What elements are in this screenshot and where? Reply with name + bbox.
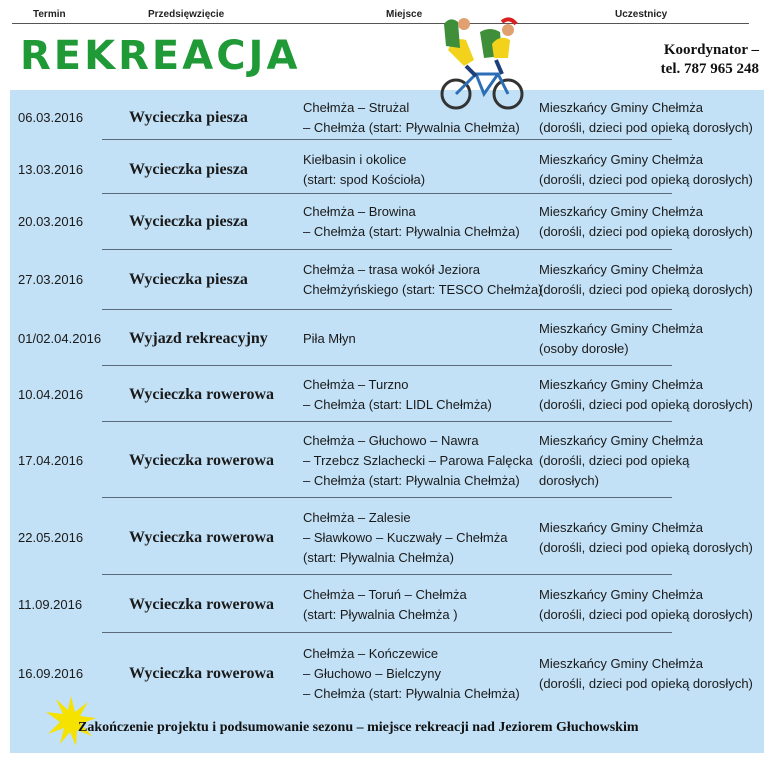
row-participants: [539, 319, 703, 359]
row-participants-line: Mieszkańcy Gminy Chełmża: [539, 204, 703, 219]
row-participants: [539, 150, 753, 190]
row-place-line: (start: Pływalnia Chełmża ): [303, 607, 458, 622]
row-participants-line: dorosłych): [539, 473, 599, 488]
table-row: [10, 636, 764, 712]
row-participants-line: (dorośli, dzieci pod opieką dorosłych): [539, 607, 753, 622]
row-participants-line: Mieszkańcy Gminy Chełmża: [539, 377, 703, 392]
row-place-line: Chełmża – Toruń – Chełmża: [303, 587, 467, 602]
row-place-line: Piła Młyn: [303, 331, 356, 346]
row-participants: [539, 375, 753, 415]
row-event: Wycieczka rowerowa: [129, 665, 274, 682]
table-row: [10, 148, 764, 192]
row-place: [303, 585, 467, 625]
row-separator: [102, 193, 672, 194]
row-participants-line: (osoby dorosłe): [539, 341, 629, 356]
row-place-line: (start: Pływalnia Chełmża): [303, 550, 454, 565]
row-place-line: Chełmża – Głuchowo – Nawra: [303, 433, 479, 448]
row-participants-line: Mieszkańcy Gminy Chełmża: [539, 100, 703, 115]
row-participants: [539, 98, 753, 138]
row-place-line: Kiełbasin i okolice: [303, 152, 407, 167]
row-event: Wycieczka rowerowa: [129, 386, 274, 403]
page-title: REKREACJA: [20, 33, 301, 79]
row-participants-line: Mieszkańcy Gminy Chełmża: [539, 262, 703, 277]
row-participants: [539, 518, 753, 558]
row-place: [303, 202, 520, 242]
coordinator-info: [661, 41, 759, 79]
row-place-line: – Chełmża (start: Pływalnia Chełmża): [303, 686, 520, 701]
row-place-line: Chełmża – Kończewice: [303, 646, 439, 661]
row-event: Wycieczka piesza: [129, 109, 248, 126]
row-participants: [539, 585, 753, 625]
row-separator: [102, 365, 672, 366]
row-participants-line: Mieszkańcy Gminy Chełmża: [539, 152, 703, 167]
row-participants: [539, 202, 753, 242]
column-header-uczestnicy: Uczestnicy: [615, 9, 668, 20]
row-participants-line: (dorośli, dzieci pod opieką dorosłych): [539, 120, 753, 135]
row-place-line: Chełmża – Turzno: [303, 377, 409, 392]
row-place: [303, 150, 425, 190]
row-event: Wycieczka piesza: [129, 161, 248, 178]
row-participants-line: (dorośli, dzieci pod opieką dorosłych): [539, 676, 753, 691]
row-place-line: – Sławkowo – Kuczwały – Chełmża: [303, 530, 508, 545]
row-event: Wycieczka rowerowa: [129, 529, 274, 546]
row-separator: [102, 309, 672, 310]
row-place: [303, 98, 520, 138]
table-row: [10, 252, 764, 308]
row-separator: [102, 574, 672, 575]
row-participants: [539, 260, 753, 300]
table-row: [10, 423, 764, 499]
row-event: Wyjazd rekreacyjny: [129, 330, 268, 347]
row-place-line: – Chełmża (start: Pływalnia Chełmża): [303, 224, 520, 239]
row-place-line: – Chełmża (start: Pływalnia Chełmża): [303, 473, 520, 488]
row-participants-line: Mieszkańcy Gminy Chełmża: [539, 321, 703, 336]
row-participants-line: (dorośli, dzieci pod opieką: [539, 453, 690, 468]
row-event: Wycieczka piesza: [129, 213, 248, 230]
row-place-line: Chełmża – trasa wokół Jeziora: [303, 262, 481, 277]
row-date: 20.03.2016: [18, 214, 84, 229]
row-place-line: Chełmżyńskiego (start: TESCO Chełmża): [303, 282, 543, 297]
row-place: [303, 329, 356, 349]
table-row: [10, 90, 764, 146]
coordinator-label: Koordynator –: [663, 42, 759, 58]
row-participants-line: (dorośli, dzieci pod opieką dorosłych): [539, 172, 753, 187]
row-place-line: Chełmża – Browina: [303, 204, 416, 219]
row-separator: [102, 632, 672, 633]
row-place: [303, 260, 543, 300]
column-header-termin: Termin: [33, 9, 66, 20]
row-place-line: – Trzebcz Szlachecki – Parowa Falęcka: [303, 453, 533, 468]
row-participants-line: Mieszkańcy Gminy Chełmża: [539, 587, 703, 602]
header-divider: [12, 23, 749, 24]
row-event: Wycieczka rowerowa: [129, 452, 274, 469]
row-place-line: Chełmża – Zalesie: [303, 510, 411, 525]
row-separator: [102, 249, 672, 250]
column-header-miejsce: Miejsce: [386, 9, 423, 20]
row-participants-line: Mieszkańcy Gminy Chełmża: [539, 520, 703, 535]
row-separator: [102, 421, 672, 422]
row-participants-line: (dorośli, dzieci pod opieką dorosłych): [539, 540, 753, 555]
row-date: 16.09.2016: [18, 666, 84, 681]
table-row: [10, 312, 764, 366]
row-place: [303, 431, 533, 491]
row-participants-line: Mieszkańcy Gminy Chełmża: [539, 433, 703, 448]
row-place: [303, 644, 520, 704]
season-summary-note: Zakończenie projektu i podsumowanie sezonu – miejsce rekreacji nad Jeziorem Głuchowskim: [78, 720, 639, 735]
column-header-przedsiewziecie: Przedsięwzięcie: [148, 9, 225, 20]
row-participants-line: (dorośli, dzieci pod opieką dorosłych): [539, 397, 753, 412]
row-place-line: – Głuchowo – Bielczyny: [303, 666, 442, 681]
row-participants-line: (dorośli, dzieci pod opieką dorosłych): [539, 282, 753, 297]
table-row: [10, 500, 764, 576]
row-date: 17.04.2016: [18, 453, 84, 468]
table-row: [10, 368, 764, 422]
row-date: 27.03.2016: [18, 272, 84, 287]
row-place-line: Chełmża – Strużal: [303, 100, 410, 115]
row-date: 11.09.2016: [18, 597, 83, 612]
row-date: 13.03.2016: [18, 162, 84, 177]
row-place: [303, 375, 492, 415]
row-place-line: – Chełmża (start: LIDL Chełmża): [303, 397, 492, 412]
row-date: 06.03.2016: [18, 110, 84, 125]
row-participants-line: (dorośli, dzieci pod opieką dorosłych): [539, 224, 753, 239]
row-separator: [102, 497, 672, 498]
row-place-line: – Chełmża (start: Pływalnia Chełmża): [303, 120, 520, 135]
row-participants: [539, 431, 703, 491]
row-date: 01/02.04.2016: [18, 331, 102, 346]
header: [0, 0, 783, 90]
row-date: 22.05.2016: [18, 530, 84, 545]
table-row: [10, 196, 764, 248]
row-event: Wycieczka rowerowa: [129, 596, 274, 613]
row-place: [303, 508, 507, 568]
row-separator: [102, 139, 672, 140]
table-row: [10, 577, 764, 633]
coordinator-phone: tel. 787 965 248: [660, 61, 759, 77]
row-participants-line: Mieszkańcy Gminy Chełmża: [539, 656, 703, 671]
row-event: Wycieczka piesza: [129, 271, 248, 288]
row-date: 10.04.2016: [18, 387, 84, 402]
row-place-line: (start: spod Kościoła): [303, 172, 426, 187]
row-participants: [539, 654, 753, 694]
